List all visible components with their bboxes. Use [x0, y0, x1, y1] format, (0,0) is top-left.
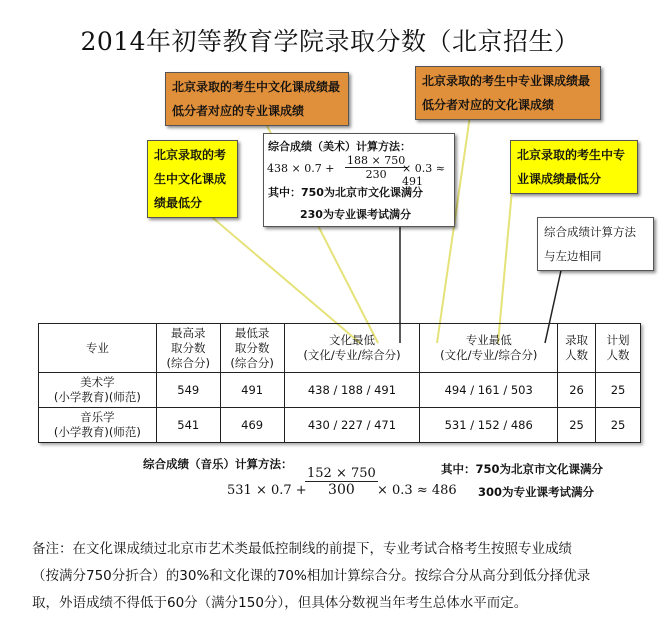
cell-min-score: 469	[220, 408, 284, 443]
formula-music-lhs: 531 × 0.7 +	[227, 483, 307, 498]
cell-major: 音乐学 (小学教育)(师范)	[39, 408, 157, 443]
page-title: 2014年初等教育学院录取分数（北京招生）	[80, 27, 580, 56]
pointer-major-yellow	[498, 190, 512, 343]
cell-culture-min: 430 / 227 / 471	[284, 408, 420, 443]
formula-art-denominator: 230	[365, 168, 387, 181]
formula-music-numerator: 152 × 750	[307, 466, 376, 481]
formula-art-note1: 其中：750为北京市文化课满分	[268, 186, 423, 199]
callout-major-min-yellow: 北京录取的考生中专业课成绩最低分	[510, 140, 638, 194]
cell-min-score: 491	[220, 373, 284, 408]
callout-culture-min-yellow: 北京录取的考生中文化课成绩最低分	[147, 140, 238, 218]
cell-planned: 25	[596, 373, 641, 408]
footnote-line: （按满分750分折合）的30%和文化课的70%相加计算综合分。按综合分从高分到低分择优录	[32, 568, 591, 584]
formula-music-note2: 300为专业课考试满分	[478, 485, 595, 499]
header-admitted: 录取 人数	[558, 324, 596, 373]
formula-art-box	[263, 133, 455, 227]
cell-max-score: 549	[156, 373, 220, 408]
header-culture-min: 文化最低 (文化/专业/综合分)	[284, 324, 420, 373]
cell-major-min: 531 / 152 / 486	[420, 408, 558, 443]
callout-same-method: 综合成绩计算方法与左边相同	[537, 217, 654, 271]
formula-art-rhs: × 0.3 ≈ 491	[402, 162, 445, 188]
cell-planned: 25	[596, 408, 641, 443]
header-major-min: 专业最低 (文化/专业/综合分)	[420, 324, 558, 373]
cell-admitted: 26	[558, 373, 596, 408]
table-header-row	[39, 324, 641, 373]
formula-art-note2: 230为专业课考试满分	[300, 208, 411, 221]
footnote-line: 备注：在文化课成绩过北京市艺术类最低控制线的前提下，专业考试合格考生按照专业成绩	[32, 541, 572, 557]
formula-music-note1: 其中：750为北京市文化课满分	[441, 462, 604, 476]
callout-culture-min-orange: 北京录取的考生中文化课成绩最低分者对应的专业课成绩	[165, 72, 349, 126]
table-row	[39, 373, 641, 408]
admission-score-table	[38, 323, 641, 443]
cell-major: 美术学 (小学教育)(师范)	[39, 373, 157, 408]
header-min-score: 最低录 取分数 (综合分)	[220, 324, 284, 373]
header-planned: 计划 人数	[596, 324, 641, 373]
formula-music-rhs: × 0.3 ≈ 486	[377, 483, 457, 498]
cell-max-score: 541	[156, 408, 220, 443]
formula-art-fraction	[345, 154, 407, 181]
formula-art-label: 综合成绩（美术）计算方法：	[268, 140, 411, 153]
formula-music-denominator: 300	[328, 482, 355, 498]
footnote	[32, 536, 632, 617]
formula-art-numerator: 188 × 750	[347, 154, 406, 167]
header-major: 专业	[39, 324, 157, 373]
cell-major-min: 494 / 161 / 503	[420, 373, 558, 408]
formula-music-label: 综合成绩（音乐）计算方法：	[143, 457, 293, 471]
formula-music-fraction	[305, 466, 378, 498]
footnote-line: 取，外语成绩不得低于60分（满分150分），但具体分数视当年考生总体水平而定。	[32, 595, 528, 611]
table-row	[39, 408, 641, 443]
cell-culture-min: 438 / 188 / 491	[284, 373, 420, 408]
header-max-score: 最高录 取分数 (综合分)	[156, 324, 220, 373]
formula-art-lhs: 438 × 0.7 +	[267, 162, 335, 175]
callout-major-min-orange: 北京录取的考生中专业课成绩最低分者对应的文化课成绩	[415, 66, 601, 120]
cell-admitted: 25	[558, 408, 596, 443]
